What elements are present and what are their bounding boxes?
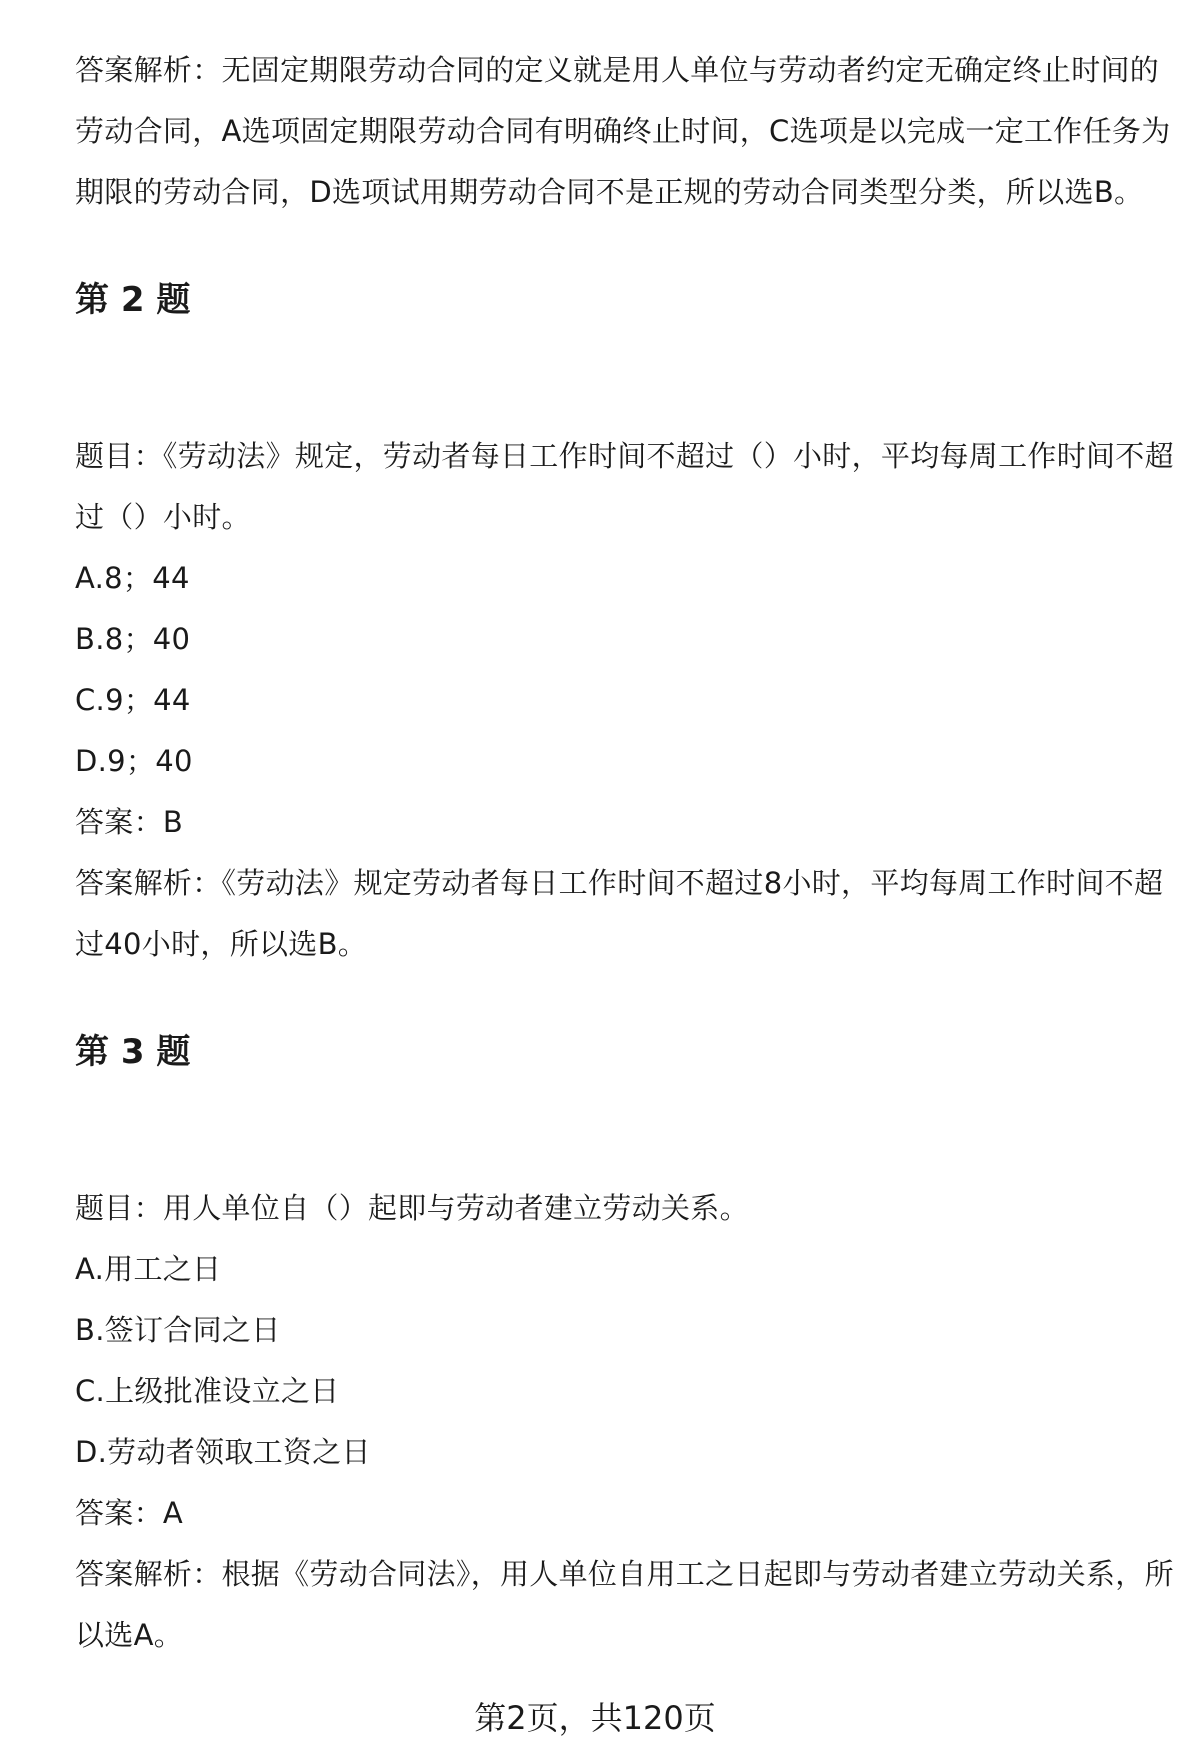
- question-heading: 第 3 题: [75, 1032, 191, 1072]
- answer-explanation: 答案解析：《劳动法》规定劳动者每日工作时间不超过8小时，平均每周工作时间不超过40小时，所以选B。: [75, 866, 1164, 961]
- question-stem: 题目：《劳动法》规定，劳动者每日工作时间不超过（）小时，平均每周工作时间不超过（）小时。: [75, 439, 1174, 534]
- page-footer: 第2页，共120页: [474, 1699, 716, 1737]
- answer: 答案：B: [75, 805, 184, 839]
- spacer: [75, 1083, 1175, 1178]
- option-a: A.用工之日: [75, 1252, 222, 1286]
- question-heading: 第 2 题: [75, 280, 191, 320]
- answer-explanation: 答案解析：根据《劳动合同法》，用人单位自用工之日起即与劳动者建立劳动关系，所以选A。: [75, 1557, 1174, 1652]
- option-b: B.签订合同之日: [75, 1313, 281, 1347]
- spacer: [75, 223, 1175, 270]
- option-b: B.8；40: [75, 622, 191, 656]
- option-a: A.8；44: [75, 561, 190, 595]
- option-d: D.劳动者领取工资之日: [75, 1435, 371, 1469]
- question-block-2: [75, 270, 1175, 975]
- previous-question-explanation: 答案解析：无固定期限劳动合同的定义就是用人单位与劳动者约定无确定终止时间的劳动合同，A选项固定期限劳动合同有明确终止时间，C选项是以完成一定工作任务为期限的劳动合同，D选项试用期劳动合同不是正规的劳动合同类型分类，所以选B。: [75, 53, 1171, 209]
- option-c: C.9；44: [75, 683, 191, 717]
- option-d: D.9；40: [75, 744, 193, 778]
- spacer: [75, 331, 1175, 426]
- question-stem: 题目：用人单位自（）起即与劳动者建立劳动关系。: [75, 1191, 749, 1225]
- question-block-3: [75, 1022, 1175, 1666]
- answer: 答案：A: [75, 1496, 184, 1530]
- spacer: [75, 975, 1175, 1022]
- document-page: [75, 40, 1175, 1666]
- option-c: C.上级批准设立之日: [75, 1374, 340, 1408]
